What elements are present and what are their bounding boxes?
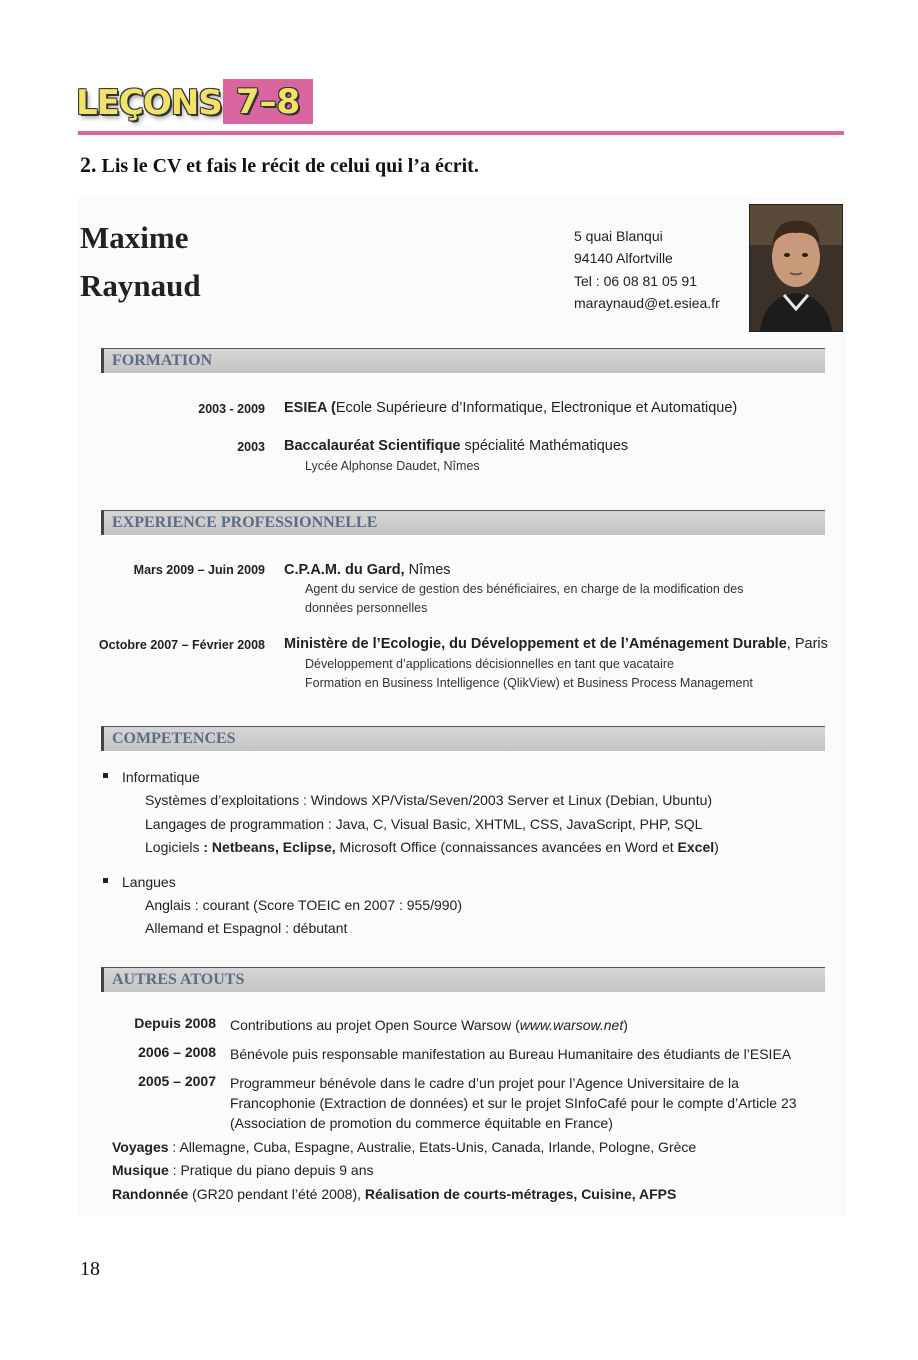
cv-last-name: Raynaud bbox=[80, 268, 201, 303]
section-title-experience: EXPERIENCE PROFESSIONNELLE bbox=[112, 514, 378, 531]
atout-date-1: Depuis 2008 bbox=[134, 1015, 216, 1031]
experience-sub-1a: Agent du service de gestion des bénéficiaires, en charge de la modification des bbox=[305, 582, 744, 596]
formation-date-2: 2003 bbox=[237, 440, 265, 454]
experience-sub-2b: Formation en Business Intelligence (QlikView) et Business Process Management bbox=[305, 676, 753, 690]
contact-city: 94140 Alfortville bbox=[574, 250, 673, 266]
hobby-randonnee: Randonnée (GR20 pendant l’été 2008), Réalisation de courts-métrages, Cuisine, AFPS bbox=[112, 1186, 677, 1202]
bullet-icon bbox=[103, 878, 108, 883]
page-number: 18 bbox=[80, 1258, 100, 1280]
skill-informatique: Informatique bbox=[122, 769, 200, 785]
cv-first-name: Maxime bbox=[80, 220, 189, 255]
section-experience bbox=[101, 510, 825, 535]
lessons-heading: LEÇONS bbox=[76, 83, 222, 123]
skill-os: Systèmes d’exploitations : Windows XP/Vista/Seven/2003 Server et Linux (Debian, Ubuntu) bbox=[145, 792, 713, 808]
lesson-number-box bbox=[223, 79, 313, 124]
contact-email: maraynaud@et.esiea.fr bbox=[574, 295, 720, 311]
hobby-voyages: Voyages : Allemagne, Cuba, Espagne, Australie, Etats-Unis, Canada, Irlande, Pologne, Grèce bbox=[112, 1139, 697, 1155]
bullet-icon bbox=[103, 773, 108, 778]
atout-date-3: 2005 – 2007 bbox=[138, 1073, 216, 1089]
skill-other-languages: Allemand et Espagnol : débutant bbox=[145, 920, 348, 936]
section-title-atouts: AUTRES ATOUTS bbox=[112, 971, 245, 988]
task-number: 2. bbox=[80, 152, 97, 177]
task-instruction bbox=[80, 152, 479, 178]
section-title-formation: FORMATION bbox=[112, 352, 213, 369]
section-formation bbox=[101, 348, 825, 373]
atout-text-3: Programmeur bénévole dans le cadre d’un projet pour l’Agence Universitaire de la Francophonie (Extraction de données) et sur le projet SInfoCafé pour le compte d’Article 23 (Association de promotion du commerce équitable en France) bbox=[230, 1075, 797, 1131]
experience-sub-1b: données personnelles bbox=[305, 601, 428, 615]
skill-english: Anglais : courant (Score TOEIC en 2007 : 955/990) bbox=[145, 897, 463, 913]
contact-street: 5 quai Blanqui bbox=[574, 228, 663, 244]
atout-text-2: Bénévole puis responsable manifestation au Bureau Humanitaire des étudiants de l’ESIEA bbox=[230, 1046, 792, 1062]
experience-date-2: Octobre 2007 – Février 2008 bbox=[98, 638, 265, 652]
experience-date-1: Mars 2009 – Juin 2009 bbox=[133, 563, 265, 577]
experience-sub-2a: Développement d’applications décisionnelles en tant que vacataire bbox=[305, 657, 674, 671]
formation-sub-2: Lycée Alphonse Daudet, Nîmes bbox=[305, 459, 480, 473]
skill-languages: Langages de programmation : Java, C, Visual Basic, XHTML, CSS, JavaScript, PHP, SQL bbox=[145, 816, 703, 832]
hobby-musique: Musique : Pratique du piano depuis 9 ans bbox=[112, 1162, 374, 1178]
formation-entry-2: Baccalauréat Scientifique spécialité Mathématiques bbox=[284, 438, 629, 454]
formation-date-1: 2003 - 2009 bbox=[198, 402, 265, 416]
experience-entry-2: Ministère de l’Ecologie, du Développement et de l’Aménagement Durable, Paris bbox=[284, 636, 828, 652]
lesson-number: 7–8 bbox=[235, 81, 301, 122]
skill-software: Logiciels : Netbeans, Eclipse, Microsoft Office (connaissances avancées en Word et Excel) bbox=[145, 839, 719, 855]
atout-text-1: Contributions au projet Open Source Warsow (www.warsow.net) bbox=[230, 1017, 628, 1033]
skill-langues: Langues bbox=[122, 874, 176, 890]
atout-date-2: 2006 – 2008 bbox=[138, 1044, 216, 1060]
experience-entry-1: C.P.A.M. du Gard, Nîmes bbox=[284, 562, 451, 578]
formation-entry-1: ESIEA (Ecole Supérieure d’Informatique, Electronique et Automatique) bbox=[284, 400, 738, 416]
header-divider bbox=[78, 131, 844, 135]
section-atouts bbox=[101, 967, 825, 992]
contact-phone: Tel : 06 08 81 05 91 bbox=[574, 273, 697, 289]
section-competences bbox=[101, 726, 825, 751]
task-text: Lis le CV et fais le récit de celui qui l’a écrit. bbox=[101, 155, 479, 177]
portrait-photo bbox=[749, 204, 843, 332]
section-title-competences: COMPETENCES bbox=[112, 730, 236, 747]
